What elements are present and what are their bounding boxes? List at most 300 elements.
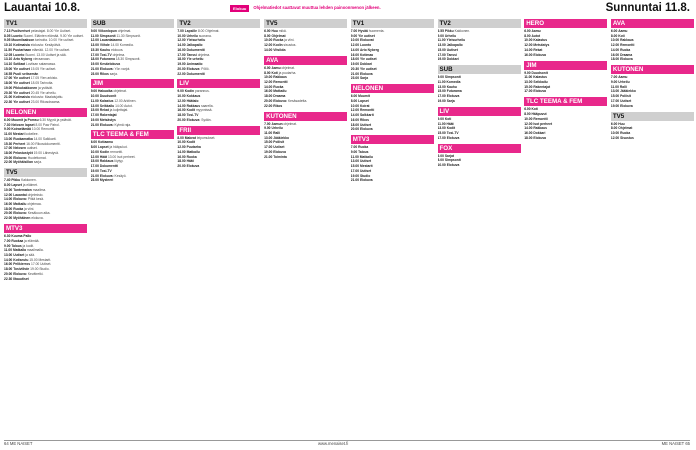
program-time: 10.00 [264, 38, 273, 43]
program-description: saarella. [201, 103, 214, 108]
channel-heading: MTV3 [351, 135, 434, 144]
program-description: uutiset. [26, 146, 38, 151]
program-title: Yle uutiset [13, 66, 30, 71]
program-title: Kodit [446, 126, 456, 131]
program-time: 16.00 [524, 130, 533, 135]
program-time: 13.00 [90, 43, 99, 48]
channel-heading: HERO [524, 19, 607, 28]
program-title: Sotilaat [13, 62, 26, 67]
program-time: 13.10 [4, 57, 13, 62]
program-time: 15.00 [437, 130, 446, 135]
program-title: Simpsonit [444, 158, 461, 163]
program-time: 11.00 [524, 75, 533, 80]
program-title: Puutarha [186, 145, 201, 150]
program-title: Pelikierros [13, 262, 31, 267]
program-time: 12.00 [264, 43, 273, 48]
program-title: Nelosen lapset [11, 122, 35, 127]
program-time: 12.00 [177, 145, 186, 150]
program-time: 14.00 [264, 47, 273, 52]
program-title: Hakuaika [98, 89, 113, 94]
program-title: Häätalo [186, 98, 199, 103]
program-title: Elokuva [359, 127, 373, 132]
program-time: 11.00 [610, 84, 619, 89]
program-time: 16.00 [350, 52, 360, 57]
program-description: maailma. [32, 187, 47, 192]
program-title: Sisustus [620, 135, 634, 140]
program-time: 9.00 [437, 116, 444, 121]
program-title: Lauantai [13, 192, 27, 197]
sunday-date-heading: Sunnuntai 11.8. [605, 2, 690, 14]
program-title: Dokumentti [99, 164, 119, 169]
program-time: 19.00 [177, 62, 186, 67]
program-listing [524, 54, 607, 58]
program-time: 16.55 [4, 71, 13, 76]
program-time: 11.00 [4, 248, 13, 253]
program-title: Yle uutiset [359, 66, 377, 71]
program-time: 8.00 [610, 126, 618, 131]
program-time: 15.30 [4, 141, 13, 146]
channel-heading: SUB [438, 65, 521, 74]
program-title: Elokuva: [99, 66, 114, 71]
channel-heading: TV1 [4, 19, 87, 28]
program-time: 18.00 [524, 135, 533, 140]
program-time: 11.00 [90, 33, 99, 38]
website-url[interactable]: www.menaiset.fi [318, 441, 349, 446]
program-description: suorana. [198, 33, 212, 38]
program-title: Dokkari [533, 130, 546, 135]
program-time: 13.00 [90, 103, 99, 108]
channel-heading: TV2 [177, 19, 260, 28]
footer-left [4, 442, 32, 446]
program-time: 10.00 [4, 187, 13, 192]
program-time: 6.00 [4, 117, 11, 122]
program-time: 9.05 [4, 38, 11, 43]
program-title: Matkailu [273, 89, 287, 94]
program-description: 15.00 Mestarit. [29, 257, 52, 262]
program-title: Ohjelmat [618, 126, 633, 131]
program-description: ohjelmaa. [27, 201, 42, 206]
program-time: 13.00 [524, 79, 533, 84]
program-listing [177, 119, 260, 123]
program-title: Remontti [273, 79, 288, 84]
program-time: 17.00 [90, 113, 99, 118]
program-title: Elokuva: [13, 271, 27, 276]
program-title: Kalastus [533, 75, 547, 80]
program-time: 8.00 [264, 70, 271, 75]
program-title: Häät [446, 121, 454, 126]
program-listing [438, 164, 521, 168]
program-description: 10.00 Remontti. [31, 127, 56, 132]
program-title: Perheet [13, 141, 26, 146]
program-time: 18.00 [177, 57, 186, 62]
program-time: 14.00 [524, 47, 533, 52]
month-badge: Elokuu [230, 5, 249, 12]
program-title: Talous [11, 243, 22, 248]
program-title: Arto Nyberg [13, 57, 33, 62]
program-time: 18.00 [90, 57, 99, 62]
program-title: Ruokaa [11, 238, 24, 243]
program-time: 22.30 [4, 276, 13, 281]
program-title: Rakentajat [99, 113, 117, 118]
program-time: 16.00 [4, 201, 13, 206]
program-title: Elokuva [273, 149, 286, 154]
program-time: 17.00 [524, 89, 533, 94]
channel-heading: FOX [438, 144, 521, 153]
program-title: Muumit [358, 94, 370, 99]
program-title: Nelosen [13, 146, 27, 151]
program-time: 7.00 [4, 238, 11, 243]
program-description: elokuvia: Maalaisjuttu. [30, 95, 64, 100]
program-time: 8.00 [177, 135, 184, 140]
program-title: Rekat [533, 47, 543, 52]
program-title: Luonto [359, 43, 372, 48]
program-time: 8.00 [524, 112, 531, 117]
program-time: 9.00 [264, 126, 271, 131]
program-time: 16.00 [350, 117, 360, 122]
program-title: Elokuva [446, 135, 460, 140]
program-description: elokuva. [111, 47, 124, 52]
channel-column [177, 19, 260, 437]
program-time: 13.00 [437, 126, 446, 131]
program-time: 9.00 [90, 29, 98, 33]
program-title: Sarja [446, 98, 455, 103]
program-title: Kodin [184, 89, 195, 94]
program-time: 7.00 [350, 145, 358, 150]
program-time: 23.00 [90, 178, 99, 183]
channel-columns [4, 19, 692, 437]
program-title: Jalkapallo [186, 43, 203, 48]
program-time: 11.00 [437, 38, 446, 43]
program-listing [4, 278, 87, 282]
program-title: Matkailu [13, 201, 27, 206]
program-time: 12.00 [524, 43, 533, 48]
right-magazine-name: ME NAISET [661, 441, 685, 446]
program-title: Koti [271, 70, 278, 75]
program-description: Pitkä kesä. [27, 197, 44, 202]
program-title: Rikos [99, 71, 109, 76]
program-time: 20.30 [4, 90, 13, 95]
program-time: 12.00 [90, 38, 99, 43]
program-title: Ralli [273, 130, 281, 135]
program-time: 12.00 [350, 108, 360, 113]
program-title: Elokuva [359, 71, 373, 76]
program-title: Lauantaiaamu [99, 38, 123, 43]
program-title: Jalkapallo [446, 43, 463, 48]
channel-heading: TV5 [264, 19, 347, 28]
program-title: Kodin [99, 149, 110, 154]
program-description: Loviisan satamassa. [26, 62, 56, 67]
program-listing [351, 128, 434, 132]
program-time: 15.00 [437, 89, 446, 94]
program-time: 9.00 [437, 75, 444, 80]
program-title: Häät [99, 154, 108, 159]
right-page-number: 65 [685, 441, 690, 446]
program-time: 20.00 [177, 164, 186, 169]
program-time: 6.00 [90, 140, 98, 145]
program-title: Luonto [11, 33, 23, 38]
program-time: 6.00 [350, 94, 358, 99]
program-time: 17.00 [177, 52, 186, 57]
channel-heading: SUB [91, 19, 174, 28]
program-title: Elokuva: [13, 211, 27, 216]
program-title: Kauhu [99, 47, 111, 52]
program-description: 14.00 Autot. [115, 103, 133, 108]
program-title: Matkailu [359, 154, 373, 159]
program-title: Urheilu [618, 79, 630, 84]
program-title: Salkkarit [359, 113, 374, 118]
program-title: Ruoka [358, 145, 369, 150]
program-time: 22.30 [4, 100, 13, 105]
program-description: sisustus. [283, 43, 297, 48]
program-listing [91, 73, 174, 77]
program-time: 8.00 [4, 183, 11, 188]
program-title: Ohjelmat [271, 33, 286, 38]
program-title: Elokuva [446, 163, 460, 168]
program-title: Rakkaus [533, 126, 547, 131]
program-description: ohjelmat. [283, 121, 297, 126]
program-description: 8.00 Ohjelmat. [197, 29, 220, 33]
program-time: 15.00 [90, 108, 99, 113]
program-title: Duudsonit [531, 70, 548, 75]
program-listing [264, 105, 347, 109]
program-time: 6.00 [524, 29, 531, 33]
program-time: 13.00 [437, 43, 446, 48]
program-description: myynnissä. [195, 108, 213, 113]
program-title: Tosiviihde [13, 267, 30, 272]
program-description: ja kodit. [22, 243, 35, 248]
program-listing [438, 58, 521, 62]
program-description: 15.05 Yle uutiset. [30, 66, 57, 71]
program-title: Tanssi [446, 52, 457, 57]
program-title: Elokuva: [13, 197, 27, 202]
program-title: Elokuva [446, 94, 460, 99]
program-time: 10.00 [610, 130, 620, 135]
program-description: ohjelma. [112, 52, 126, 57]
program-title: Sarja [359, 76, 369, 81]
program-listing [264, 156, 347, 160]
program-description: ja ystävät. [38, 85, 53, 90]
program-time: 10.00 [524, 116, 533, 121]
channel-heading: AVA [264, 56, 347, 65]
channel-column [91, 19, 174, 437]
saturday-date-heading: Lauantai 10.8. [4, 2, 81, 14]
program-title: Futurama [446, 89, 462, 94]
program-title: Draama [273, 94, 286, 99]
program-title: Koti [618, 33, 625, 38]
channel-heading: TV5 [4, 168, 87, 177]
program-time: 8.00 [437, 158, 444, 163]
program-description: 12.00 Arktinen. [114, 98, 137, 103]
program-description: parannus. [195, 89, 210, 94]
program-time: 21.00 [350, 178, 360, 183]
program-description: leipomukset. [196, 135, 216, 140]
program-time: 9.00 [90, 89, 98, 94]
program-time: 15.00 [264, 140, 273, 145]
program-time: 8.00 [350, 98, 358, 103]
program-title: Rakkaus [620, 38, 634, 43]
channel-heading: LIV [177, 79, 260, 88]
program-time: 7.00 [350, 29, 358, 33]
program-title: Aamu [618, 75, 628, 80]
program-time: 19.00 [90, 168, 99, 173]
program-description: pelastajat. 8.00 Yle Uutiset. [30, 29, 72, 33]
program-time: 10.00 [264, 75, 273, 80]
program-title: Mestari [13, 132, 25, 137]
program-title: Mestarit [359, 164, 373, 169]
program-time: 21.00 [350, 71, 360, 76]
program-time: 20.30 [350, 66, 360, 71]
program-title: Elokuva [533, 135, 547, 140]
program-time: 11.00 [437, 121, 446, 126]
program-description: 17.00 Uutiset. [30, 262, 52, 267]
program-title: Metsästys [99, 117, 116, 122]
program-time: 6.00 [524, 107, 531, 112]
program-description: sarja. [33, 160, 42, 165]
program-listing [177, 165, 260, 169]
program-title: Iltauutiset [13, 276, 29, 281]
program-time: 10.00 [437, 163, 446, 168]
program-time: 9.00 [4, 127, 11, 132]
program-title: Tosi-TV [186, 113, 199, 118]
program-time: 19.00 [90, 62, 99, 67]
channel-column [264, 19, 347, 437]
program-description: Huolettomat. [27, 155, 47, 160]
program-title: Myöhäinen [13, 216, 31, 221]
program-title: Autot [531, 33, 541, 38]
program-time: 19.00 [437, 57, 446, 62]
program-title: Elokuva: [273, 98, 288, 103]
program-time: 10.00 [177, 94, 186, 99]
program-time: 17.00 [90, 164, 99, 169]
program-time: 16.00 [524, 52, 533, 57]
program-time: 6.00 [437, 153, 444, 158]
program-title: Ruoka [620, 47, 631, 52]
program-description: Pöllö. [201, 66, 210, 71]
program-time: 14.00 [4, 257, 13, 262]
program-time: 18.00 [610, 57, 620, 62]
program-title: Rakkaus [273, 75, 287, 80]
program-title: Kotimaisia [13, 43, 30, 48]
program-title: Seikkailu [99, 103, 115, 108]
program-title: Jääkiekko [620, 89, 636, 94]
program-time: 11.00 [350, 154, 359, 159]
program-title: Hyvää [358, 29, 368, 33]
program-title: Poliisit [273, 140, 285, 145]
program-title: Lapsille [184, 29, 198, 33]
program-description: Suomi. Eläinten elämää. 9.00 Yle uutiset. [23, 33, 84, 38]
program-title: Koiraelämää [11, 127, 31, 132]
program-time: 10.10 [4, 43, 13, 48]
program-time: 17.00 [350, 168, 360, 173]
program-description: Kesäkuun aika. [27, 211, 51, 216]
program-description: ja puutarha. [278, 70, 297, 75]
program-title: Muumit ja Pomsu [11, 117, 39, 122]
program-time: 12.00 [4, 192, 13, 197]
page-footer [0, 440, 696, 450]
program-time: 10.00 [177, 140, 186, 145]
program-description: Kylmä raja. [114, 122, 132, 127]
program-title: Yleisurheilu [446, 38, 466, 43]
channel-heading: TLC TEEMA & FEM [91, 130, 174, 139]
channel-heading: FRII [177, 126, 260, 135]
program-time: 17.00 [437, 94, 446, 99]
channel-heading: MTV3 [4, 224, 87, 233]
program-time: 8.00 [264, 33, 271, 38]
channel-column [611, 19, 694, 437]
program-title: Kotiseutu [13, 257, 29, 262]
program-time: 7.30 [4, 122, 11, 127]
program-time: 13.00 [264, 135, 273, 140]
program-time: 13.00 [610, 89, 620, 94]
program-time: 12.00 [90, 154, 99, 159]
program-title: Toiminta [273, 154, 287, 159]
program-title: Koirat [359, 103, 370, 108]
program-time: 18.00 [4, 206, 13, 211]
program-time: 15.00 [437, 47, 446, 52]
program-listing [524, 137, 607, 141]
program-time: 16.00 [610, 52, 620, 57]
program-time: 14.00 [177, 149, 186, 154]
program-title: Yle urheilu [186, 57, 204, 62]
program-title: Yle uutiset [358, 33, 375, 38]
channel-heading: TV2 [438, 19, 521, 28]
program-description: 18.30 Simpsonit. [115, 57, 141, 62]
program-title: Rekat [99, 108, 109, 113]
program-description: 14.00 Salkkarit. [33, 136, 57, 141]
program-time: 17.00 [4, 146, 13, 151]
left-magazine-name: ME NAISET [9, 441, 33, 446]
program-title: Simpsonit [99, 33, 116, 38]
program-description: Suomi. 13.00 Uutiset ja sää. [25, 52, 67, 57]
program-title: Huu [618, 121, 625, 126]
program-description: 16.00 Rikosdokumentti. [26, 141, 61, 146]
program-title: Arto Nyberg [359, 47, 380, 52]
channel-heading: NELONEN [351, 84, 434, 93]
program-time: 16.00 [4, 262, 13, 267]
program-title: Aamu [618, 29, 628, 33]
program-description: 23.00 Rikosdraama. [30, 100, 61, 105]
program-description: 8.00 Paw Patrol. [35, 122, 60, 127]
program-time: 6.55 [437, 29, 444, 33]
program-title: Kalastus [533, 38, 548, 43]
program-title: Makeat [184, 135, 196, 140]
program-time: 14.00 [264, 84, 273, 89]
program-title: Kotiaamu [98, 140, 114, 145]
program-listing [91, 179, 174, 183]
program-title: Puoli seitsemän [13, 71, 39, 76]
program-time: 12.00 [610, 43, 620, 48]
program-description: kokeilee. [25, 132, 39, 137]
program-description: Kesäyö. [114, 173, 127, 178]
program-title: Tosi-TV [446, 130, 459, 135]
program-title: Hääpuvut [531, 112, 547, 117]
program-description: ja eläimet. [22, 183, 38, 188]
program-title: Elokuva [620, 57, 633, 62]
program-time: 22.00 [177, 71, 186, 76]
program-time: 8.00 [610, 33, 618, 38]
program-time: 11.00 [90, 98, 99, 103]
program-description: 20.45 Yle urheilu. [30, 90, 57, 95]
program-title: Tanssi [186, 52, 197, 57]
program-time: 10.00 [610, 38, 620, 43]
program-title: Pikkukakkonen [13, 85, 38, 90]
program-description: ja viini. [24, 206, 35, 211]
channel-heading: TLC TEEMA & FEM [524, 97, 607, 106]
program-time: 18.00 [177, 159, 186, 164]
program-description: ohjelmat. [113, 89, 127, 94]
program-title: Rakkaus [99, 159, 114, 164]
program-description: Sydän. [201, 117, 212, 122]
